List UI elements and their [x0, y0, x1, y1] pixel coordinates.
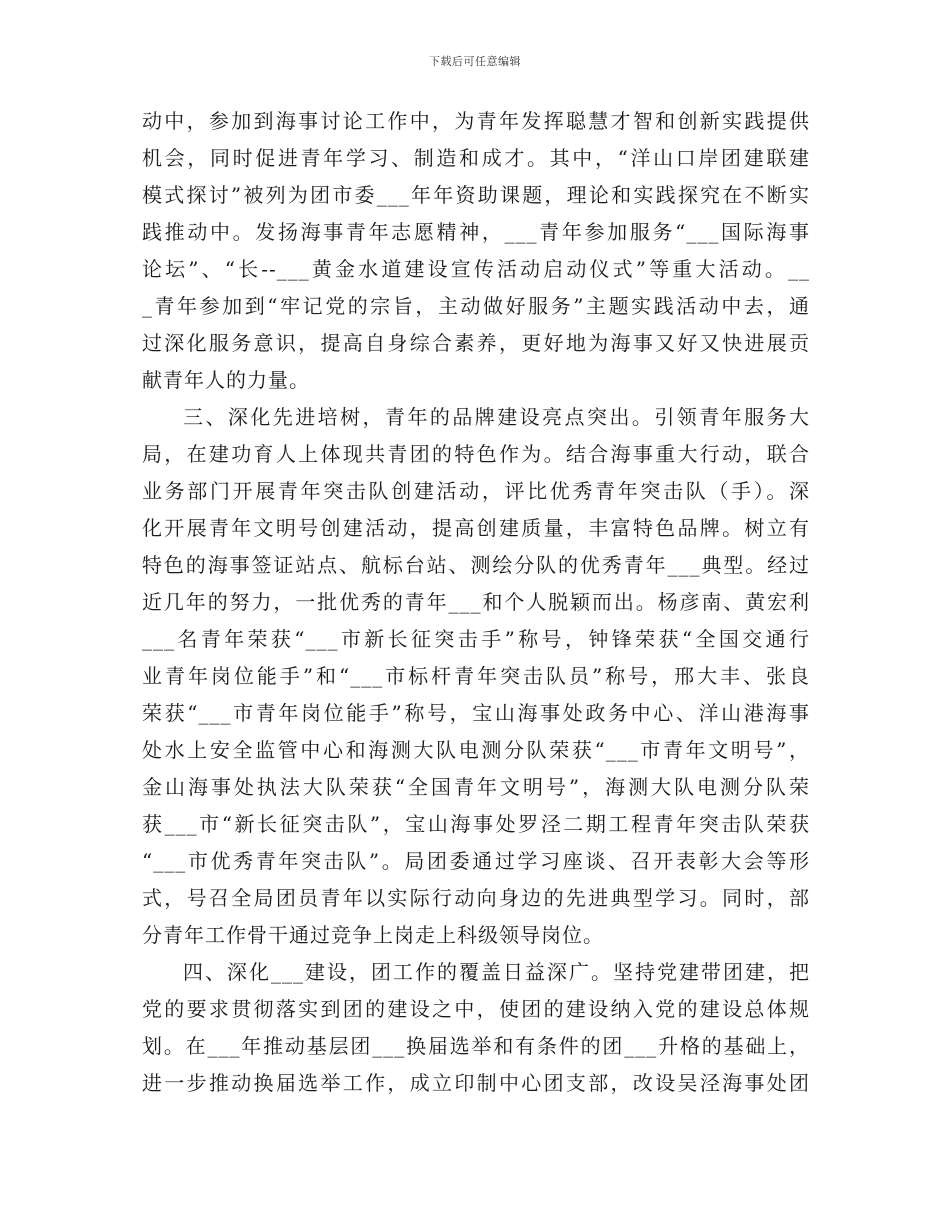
text-line: 分青年工作骨干通过竞争上岗走上科级领导岗位。 [142, 923, 604, 947]
text-line: 践推动中。发扬海事青年志愿精神，___青年参加服务“___国际海事 [142, 220, 810, 244]
text-line: 业务部门开展青年突击队创建活动，评比优秀青年突击队（手）。深 [142, 479, 810, 503]
text-line: 荣获“___市青年岗位能手”称号，宝山海事处政务中心、洋山港海事 [142, 701, 810, 725]
text-line: 划。在___年推动基层团___换届选举和有条件的团___升格的基础上， [142, 1034, 810, 1058]
text-line: 模式探讨”被列为团市委___年年资助课题，理论和实践探究在不断实 [142, 183, 810, 207]
text-line: 业青年岗位能手”和“___市标杆青年突击队员”称号，邢大丰、张良 [142, 664, 810, 688]
page-header-note: 下载后可任意编辑 [429, 55, 521, 68]
text-line: 四、深化___建设，团工作的覆盖日益深广。坚持党建带团建，把 [183, 960, 810, 984]
text-line: 化开展青年文明号创建活动，提高创建质量，丰富特色品牌。树立有 [142, 516, 810, 540]
text-line: 机会，同时促进青年学习、制造和成才。其中，“洋山口岸团建联建 [142, 146, 810, 170]
text-line: 处水上安全监管中心和海测大队电测分队荣获“___市青年文明号”， [142, 738, 810, 762]
text-line: 动中，参加到海事讨论工作中，为青年发挥聪慧才智和创新实践提供 [142, 109, 810, 133]
text-line: 三、深化先进培树，青年的品牌建设亮点突出。引领青年服务大 [183, 405, 810, 429]
text-line: 近几年的努力，一批优秀的青年___和个人脱颖而出。杨彦南、黄宏利 [142, 590, 810, 614]
text-line: _青年参加到“牢记党的宗旨，主动做好服务”主题实践活动中去，通 [142, 294, 810, 318]
text-line: 论坛”、“长--___黄金水道建设宣传活动启动仪式”等重大活动。__ [142, 257, 810, 281]
text-line: 式，号召全局团员青年以实际行动向身边的先进典型学习。同时，部 [142, 886, 810, 910]
text-line: 献青年人的力量。 [142, 368, 310, 392]
document-body [142, 103, 810, 1102]
text-line: 进一步推动换届选举工作，成立印制中心团支部，改设吴泾海事处团 [142, 1071, 810, 1095]
text-line: 金山海事处执法大队荣获“全国青年文明号”，海测大队电测分队荣 [142, 775, 810, 799]
text-line: 获___市“新长征突击队”，宝山海事处罗泾二期工程青年突击队荣获 [142, 812, 810, 836]
text-line: “___市优秀青年突击队”。局团委通过学习座谈、召开表彰大会等形 [142, 849, 810, 873]
text-line: 党的要求贯彻落实到团的建设之中，使团的建设纳入党的建设总体规 [142, 997, 810, 1021]
text-line: ___名青年荣获“___市新长征突击手”称号，钟锋荣获“全国交通行 [142, 627, 810, 651]
text-line: 过深化服务意识，提高自身综合素养，更好地为海事又好又快进展贡 [142, 331, 810, 355]
text-line: 局，在建功育人上体现共青团的特色作为。结合海事重大行动，联合 [142, 442, 810, 466]
text-line: 特色的海事签证站点、航标台站、测绘分队的优秀青年___典型。经过 [142, 553, 810, 577]
